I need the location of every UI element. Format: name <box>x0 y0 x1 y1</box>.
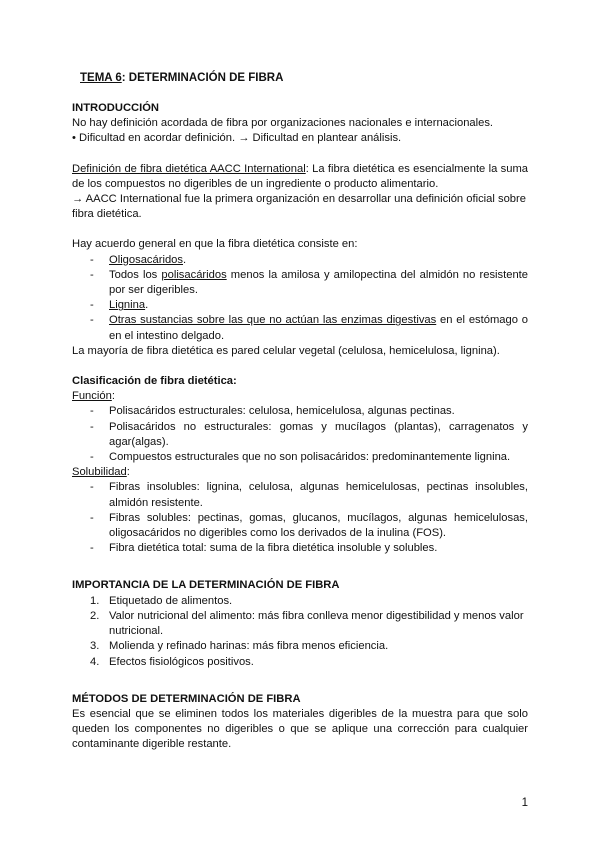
intro-heading: INTRODUCCIÓN <box>72 102 160 114</box>
importance-list <box>72 594 528 670</box>
intro-line-2: • Dificultad en acordar definición. → Dificultad en plantear análisis. <box>72 132 402 145</box>
list-item-text: Efectos fisiológicos positivos. <box>109 655 254 668</box>
list-item <box>72 313 528 343</box>
methods-paragraph: Es esencial que se eliminen todos los materiales digeribles de la muestra para que solo queden los componentes no digeribles o que se aplique una corrección para cualquier contaminante digerible restante. <box>72 707 528 751</box>
document-body <box>72 101 528 753</box>
page-title <box>80 72 283 84</box>
list-item-text: Todos los <box>109 268 162 281</box>
list-item <box>72 594 528 609</box>
term-otras-sustancias: Otras sustancias sobre las que no actúan las enzimas digestivas <box>109 314 437 327</box>
list-number: 3. <box>90 640 100 653</box>
list-number: 4. <box>90 655 100 668</box>
function-list <box>72 404 528 465</box>
solubility-label: Solubilidad <box>72 466 127 479</box>
function-label: Función <box>72 390 112 403</box>
term-polisacaridos: polisacáridos <box>161 268 227 281</box>
list-item: - Fibras insolubles: lignina, celulosa, algunas hemicelulosas, pectinas insolubles, almidón resistente. <box>72 480 528 510</box>
list-number: 1. <box>90 594 100 607</box>
page-number: 1 <box>521 797 528 809</box>
list-item-end: . <box>145 299 149 312</box>
list-item-text: menos la amilosa y amilopectina del almidón no resistente por ser digeribles. <box>109 268 528 297</box>
colon: : <box>111 390 115 403</box>
intro-line-1: No hay definición acordada de fibra por organizaciones nacionales e internacionales. <box>72 117 494 130</box>
definition-label: Definición de fibra dietética AACC International <box>72 162 306 175</box>
list-item <box>72 268 528 298</box>
definition-arrow-note: → AACC International fue la primera organización en desarrollar una definición oficial sobre fibra dietética. <box>72 193 526 221</box>
list-item: - Polisacáridos no estructurales: gomas y mucílagos (plantas), carragenatos y agar(algas). <box>72 420 528 450</box>
list-item <box>72 609 528 639</box>
importance-heading: IMPORTANCIA DE LA DETERMINACIÓN DE FIBRA <box>72 579 340 592</box>
list-item-end: . <box>183 253 187 266</box>
colon: : <box>126 466 130 479</box>
title-rest: : DETERMINACIÓN DE FIBRA <box>121 72 284 84</box>
list-item: - Polisacáridos estructurales: celulosa, hemicelulosa, algunas pectinas. <box>72 404 528 419</box>
solubility-list <box>72 480 528 556</box>
classification-heading: Clasificación de fibra dietética: <box>72 375 237 388</box>
list-number: 2. <box>90 609 100 622</box>
list-item-text: en el estómago o en el intestino delgado. <box>109 314 528 342</box>
consensus-list <box>72 253 528 344</box>
list-item-text: Etiquetado de alimentos. <box>109 594 233 607</box>
term-oligosacaridos: Oligosacáridos <box>109 253 183 266</box>
list-item: - Fibras solubles: pectinas, gomas, glucanos, mucílagos, algunas hemicelulosas, oligosacáridos no digeribles como los derivados de la inulina (FOS). <box>72 511 528 541</box>
definition-paragraph <box>72 162 528 192</box>
consensus-summary: La mayoría de fibra dietética es pared celular vegetal (celulosa, hemicelulosa, lignina). <box>72 344 500 357</box>
definition-text: : La fibra dietética es esencialmente la suma de los compuestos no digeribles de un ingrediente o producto alimentario. <box>72 162 528 190</box>
list-item-text: Molienda y refinado harinas: más fibra menos eficiencia. <box>109 640 389 653</box>
list-item <box>72 655 528 670</box>
list-item-text: Valor nutricional del alimento: más fibra conlleva menor digestibilidad y menos valor nutricional. <box>109 609 524 638</box>
list-item <box>72 298 528 313</box>
term-lignina: Lignina <box>109 299 146 312</box>
methods-heading: MÉTODOS DE DETERMINACIÓN DE FIBRA <box>72 692 301 705</box>
consensus-intro: Hay acuerdo general en que la fibra dietética consiste en: <box>72 238 358 251</box>
solubility-label-line <box>72 465 528 480</box>
list-item <box>72 639 528 654</box>
list-item: - Fibra dietética total: suma de la fibra dietética insoluble y solubles. <box>72 541 528 556</box>
function-label-line <box>72 389 528 404</box>
list-item: - Compuestos estructurales que no son polisacáridos: predominantemente lignina. <box>72 450 528 465</box>
title-prefix: TEMA 6 <box>80 72 122 84</box>
list-item <box>72 253 528 268</box>
